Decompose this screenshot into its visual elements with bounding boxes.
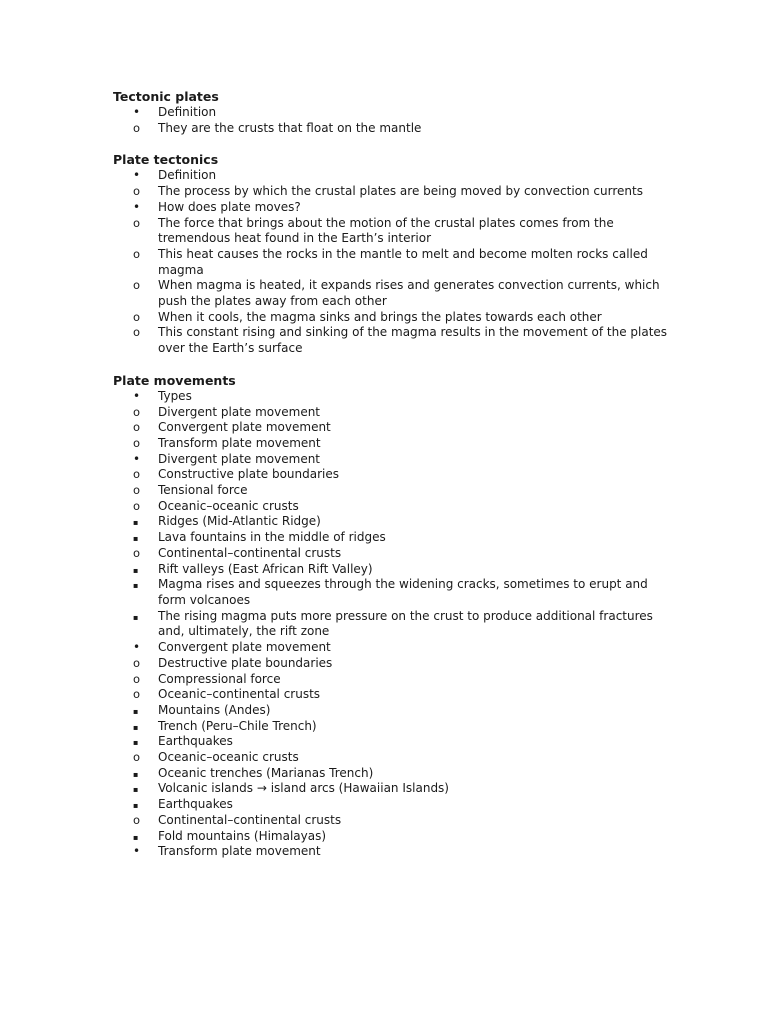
bullet-icon: • <box>133 199 141 214</box>
list-item <box>113 310 673 326</box>
list-item <box>113 750 673 813</box>
list-item <box>113 656 673 672</box>
list-item-text: They are the crusts that float on the mantle <box>158 120 422 135</box>
bullet-list-level-3 <box>113 766 673 813</box>
section <box>113 373 673 860</box>
list-item <box>113 844 673 860</box>
section <box>113 152 673 356</box>
list-item-text: When it cools, the magma sinks and brings the plates towards each other <box>158 309 602 324</box>
circle-bullet-icon: o <box>133 467 141 482</box>
list-item-text: Oceanic–oceanic crusts <box>158 750 299 765</box>
square-bullet-icon: ▪ <box>133 706 139 716</box>
list-item-text: Convergent plate movement <box>158 640 331 655</box>
list-item <box>113 200 673 357</box>
list-item-text: Convergent plate movement <box>158 420 331 435</box>
list-item-text: Earthquakes <box>158 797 233 812</box>
list-item-text: Lava fountains in the middle of ridges <box>158 530 386 545</box>
document-body <box>113 89 673 876</box>
list-item-text: Transform plate movement <box>158 435 321 450</box>
list-item-text: Compressional force <box>158 671 281 686</box>
circle-bullet-icon: o <box>133 498 141 513</box>
list-item <box>113 766 673 782</box>
square-bullet-icon: ▪ <box>133 785 139 795</box>
bullet-list-level-2 <box>113 184 673 200</box>
square-bullet-icon: ▪ <box>133 801 139 811</box>
list-item-text: This constant rising and sinking of the magma results in the movement of the plates over the Earth’s surface <box>158 325 668 356</box>
list-item <box>113 813 673 844</box>
list-item <box>113 703 673 719</box>
circle-bullet-icon: o <box>133 278 141 293</box>
bullet-icon: • <box>133 640 141 655</box>
list-item-text: Divergent plate movement <box>158 404 321 419</box>
square-bullet-icon: ▪ <box>133 518 139 528</box>
list-item-text: Fold mountains (Himalayas) <box>158 828 327 843</box>
circle-bullet-icon: o <box>133 483 141 498</box>
list-item <box>113 452 673 640</box>
list-item-text: Destructive plate boundaries <box>158 655 333 670</box>
list-item <box>113 609 673 640</box>
list-item-text: Continental–continental crusts <box>158 545 342 560</box>
list-item <box>113 247 673 278</box>
list-item <box>113 467 673 483</box>
square-bullet-icon: ▪ <box>133 612 139 622</box>
list-item <box>113 216 673 247</box>
circle-bullet-icon: o <box>133 246 141 261</box>
list-item <box>113 436 673 452</box>
circle-bullet-icon: o <box>133 655 141 670</box>
list-item-text: Definition <box>158 105 217 119</box>
section-heading: Plate movements <box>113 372 236 388</box>
list-item <box>113 719 673 735</box>
list-item-text: Trench (Peru–Chile Trench) <box>158 718 317 733</box>
bullet-list-level-3 <box>113 514 673 545</box>
bullet-icon: • <box>133 451 141 466</box>
list-item-text: Mountains (Andes) <box>158 702 271 717</box>
circle-bullet-icon: o <box>133 325 141 340</box>
list-item <box>113 687 673 750</box>
bullet-list-level-1 <box>113 168 673 356</box>
square-bullet-icon: ▪ <box>133 738 139 748</box>
list-item <box>113 325 673 356</box>
bullet-icon: • <box>133 388 141 403</box>
circle-bullet-icon: o <box>133 184 141 199</box>
square-bullet-icon: ▪ <box>133 832 139 842</box>
square-bullet-icon: ▪ <box>133 534 139 544</box>
list-item <box>113 577 673 608</box>
bullet-list-level-1 <box>113 389 673 860</box>
list-item <box>113 546 673 640</box>
list-item-text: Transform plate movement <box>158 844 321 859</box>
list-item-text: The process by which the crustal plates are being moved by convection currents <box>158 184 643 199</box>
bullet-list-level-2 <box>113 121 673 137</box>
list-item-text: Earthquakes <box>158 734 233 749</box>
circle-bullet-icon: o <box>133 671 141 686</box>
square-bullet-icon: ▪ <box>133 565 139 575</box>
list-item-text: Constructive plate boundaries <box>158 467 340 482</box>
list-item <box>113 781 673 797</box>
circle-bullet-icon: o <box>133 404 141 419</box>
square-bullet-icon: ▪ <box>133 722 139 732</box>
list-item-text: Oceanic–continental crusts <box>158 687 321 702</box>
circle-bullet-icon: o <box>133 120 141 135</box>
list-item <box>113 420 673 436</box>
list-item <box>113 389 673 452</box>
bullet-icon: • <box>133 168 141 183</box>
circle-bullet-icon: o <box>133 420 141 435</box>
list-item <box>113 278 673 309</box>
list-item <box>113 797 673 813</box>
list-item <box>113 514 673 530</box>
circle-bullet-icon: o <box>133 309 141 324</box>
square-bullet-icon: ▪ <box>133 581 139 591</box>
list-item-text: Rift valleys (East African Rift Valley) <box>158 561 373 576</box>
list-item-text: Magma rises and squeezes through the widening cracks, sometimes to erupt and form volcanoes <box>158 577 648 607</box>
bullet-list-level-3 <box>113 829 673 845</box>
bullet-list-level-3 <box>113 703 673 750</box>
bullet-list-level-1 <box>113 105 673 136</box>
section <box>113 89 673 136</box>
list-item-text: The force that brings about the motion of the crustal plates comes from the tremendous heat found in the Earth’s interior <box>158 215 614 246</box>
list-item <box>113 562 673 578</box>
section-heading: Tectonic plates <box>113 89 219 104</box>
circle-bullet-icon: o <box>133 812 141 827</box>
list-item <box>113 105 673 136</box>
circle-bullet-icon: o <box>133 215 141 230</box>
list-item <box>113 734 673 750</box>
list-item-text: Ridges (Mid-Atlantic Ridge) <box>158 514 321 529</box>
list-item-text: The rising magma puts more pressure on the crust to produce additional fractures and, ultimately, the rift zone <box>158 608 653 639</box>
list-item <box>113 530 673 546</box>
bullet-list-level-2 <box>113 216 673 357</box>
list-item <box>113 184 673 200</box>
list-item <box>113 640 673 844</box>
list-item-text: Volcanic islands → island arcs (Hawaiian Islands) <box>158 781 449 796</box>
bullet-list-level-2 <box>113 467 673 640</box>
bullet-list-level-2 <box>113 405 673 452</box>
bullet-icon: • <box>133 105 141 119</box>
list-item-text: Tensional force <box>158 483 248 498</box>
list-item-text: This heat causes the rocks in the mantle to melt and become molten rocks called magma <box>158 246 648 277</box>
circle-bullet-icon: o <box>133 687 141 702</box>
list-item <box>113 405 673 421</box>
list-item-text: How does plate moves? <box>158 199 301 214</box>
list-item-text: Types <box>158 388 192 403</box>
list-item-text: Definition <box>158 168 217 183</box>
list-item <box>113 121 673 137</box>
list-item <box>113 499 673 546</box>
list-item <box>113 168 673 199</box>
list-item-text: Oceanic trenches (Marianas Trench) <box>158 765 374 780</box>
section-heading: Plate tectonics <box>113 152 219 168</box>
list-item-text: Divergent plate movement <box>158 451 321 466</box>
circle-bullet-icon: o <box>133 545 141 560</box>
list-item-text: Oceanic–oceanic crusts <box>158 498 299 513</box>
list-item <box>113 672 673 688</box>
list-item-text: When magma is heated, it expands rises and generates convection currents, which push the plates away from each other <box>158 278 660 309</box>
bullet-list-level-2 <box>113 656 673 844</box>
circle-bullet-icon: o <box>133 435 141 450</box>
square-bullet-icon: ▪ <box>133 769 139 779</box>
bullet-icon: • <box>133 844 141 859</box>
list-item <box>113 483 673 499</box>
list-item <box>113 829 673 845</box>
bullet-list-level-3 <box>113 562 673 641</box>
list-item-text: Continental–continental crusts <box>158 812 342 827</box>
circle-bullet-icon: o <box>133 750 141 765</box>
